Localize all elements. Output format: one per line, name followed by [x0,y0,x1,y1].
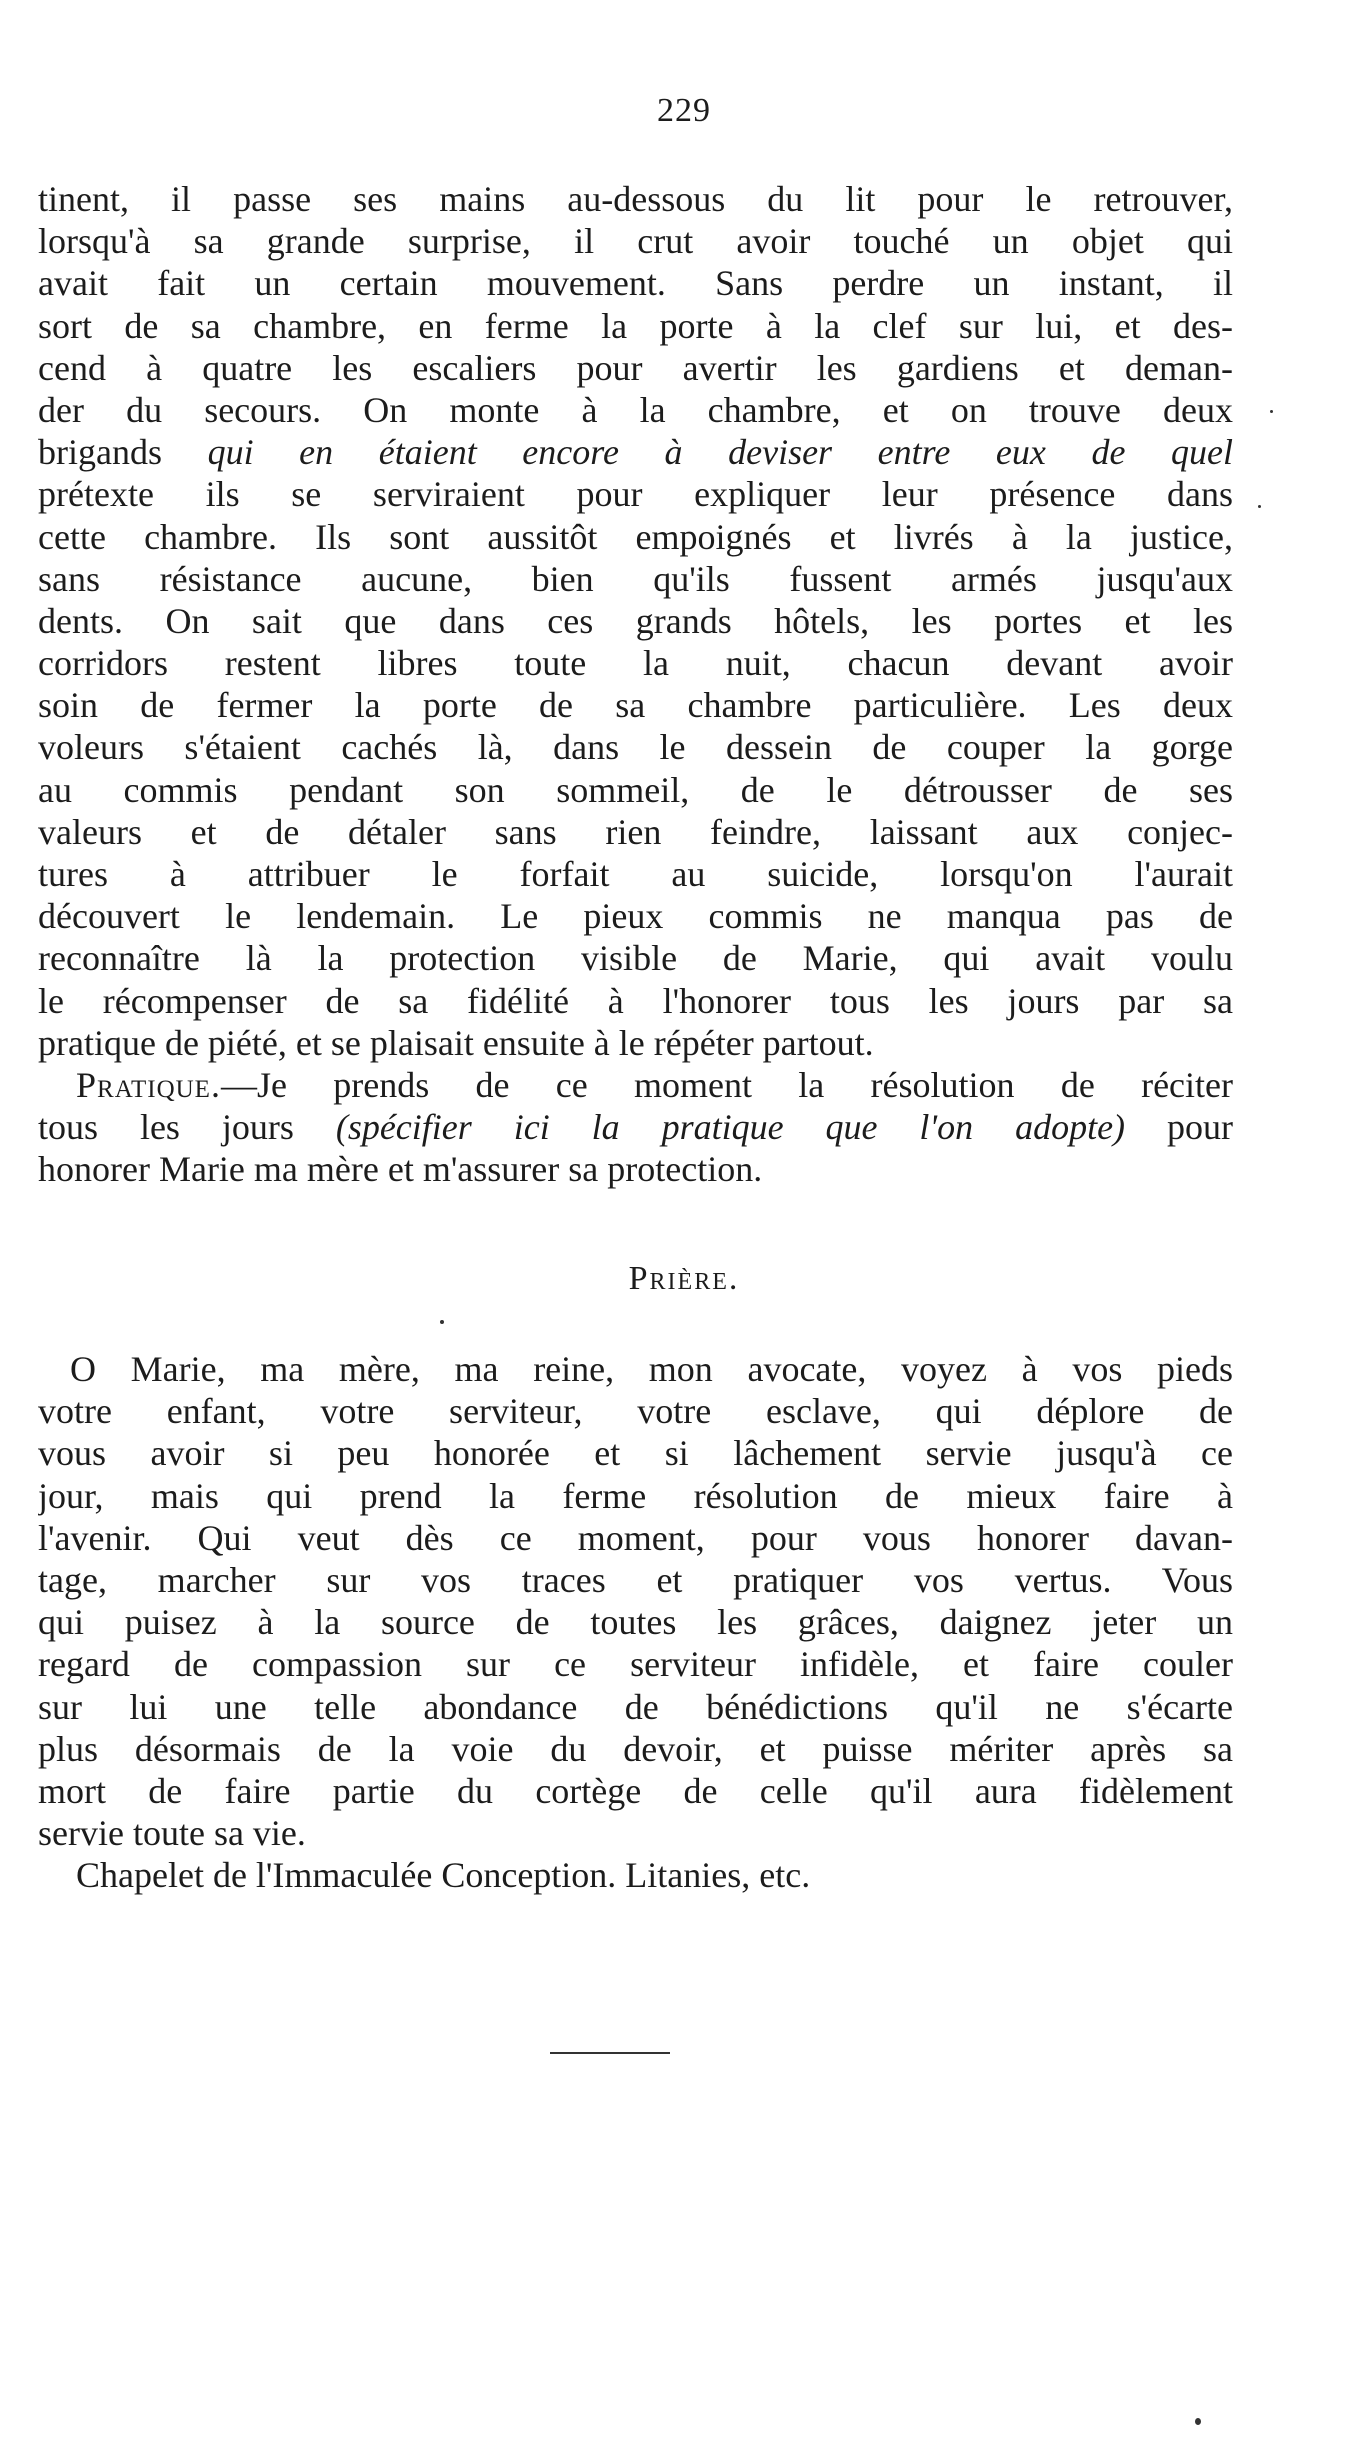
text-line: cette chambre. Ils sont aussitôt empoignés et livrés à la justice, [38,516,1233,557]
closing-line: Chapelet de l'Immaculée Conception. Litanies, etc. [76,1855,811,1896]
text-line: der du secours. On monte à la chambre, et on trouve deux [38,389,1233,430]
text-line: lorsqu'à sa grande surprise, il crut avoir touché un objet qui [38,221,1233,262]
text-line: O Marie, ma mère, ma reine, mon avocate, voyez à vos pieds [70,1349,1233,1389]
text-line: servie toute sa vie. [38,1813,306,1854]
text-line: au commis pendant son sommeil, de le détrousser de ses [38,769,1233,810]
text-line: prétexte ils se serviraient pour expliquer leur présence dans [38,474,1233,515]
text-span: brigands [38,432,208,473]
text-line: reconnaître là la protection visible de Marie, qui avait voulu [38,938,1233,979]
text-span: tous les jours [38,1107,336,1148]
ink-speck [1195,2418,1201,2425]
text-line: voleurs s'étaient cachés là, dans le dessein de couper la gorge [38,727,1233,768]
text-line: avait fait un certain mouvement. Sans perdre un instant, il [38,263,1233,304]
text-line: qui puisez à la source de toutes les grâces, daignez jeter un [38,1602,1233,1643]
ink-speck [440,1320,444,1324]
prayer-paragraph [38,1348,1233,1896]
pratique-line: honorer Marie ma mère et m'assurer sa protection. [38,1149,763,1190]
ink-speck [1258,505,1261,508]
text-line: tinent, il passe ses mains au-dessous du lit pour le retrouver, [38,179,1233,219]
main-paragraph [38,178,1233,1191]
text-line: soin de fermer la porte de sa chambre particulière. Les deux [38,685,1233,726]
pratique-label: Pratique. [76,1064,221,1105]
text-line: découvert le lendemain. Le pieux commis ne manqua pas de [38,896,1233,937]
text-line: tage, marcher sur vos traces et pratiquer vos vertus. Vous [38,1559,1233,1600]
pratique-line [38,1064,1233,1106]
pratique-line [38,1106,1233,1148]
text-line: sort de sa chambre, en ferme la porte à la clef sur lui, et des- [38,305,1233,346]
text-line: sans résistance aucune, bien qu'ils fussent armés jusqu'aux [38,558,1233,599]
page-number: 229 [657,92,711,129]
text-line: sur lui une telle abondance de bénédictions qu'il ne s'écarte [38,1686,1233,1727]
text-span: pour [1125,1107,1233,1148]
end-rule [550,2052,670,2054]
text-span: —Je prends de ce moment la résolution de réciter [220,1064,1233,1105]
text-line: pratique de piété, et se plaisait ensuite à le répéter partout. [38,1022,874,1063]
text-line: cend à quatre les escaliers pour avertir les gardiens et deman- [38,347,1233,388]
text-line: le récompenser de sa fidélité à l'honorer tous les jours par sa [38,980,1233,1021]
text-line: l'avenir. Qui veut dès ce moment, pour vous honorer davan- [38,1517,1233,1558]
text-line: vous avoir si peu honorée et si lâchement servie jusqu'à ce [38,1433,1233,1474]
ink-speck [1270,410,1273,413]
text-line: mort de faire partie du cortège de celle qu'il aura fidèlement [38,1770,1233,1811]
italic-span: qui en étaient encore à deviser entre eux de quel [207,432,1233,473]
text-line: regard de compassion sur ce serviteur infidèle, et faire couler [38,1644,1233,1685]
text-line-italic-mix [38,431,1233,473]
text-line: dents. On sait que dans ces grands hôtels, les portes et les [38,600,1233,641]
text-line: votre enfant, votre serviteur, votre esclave, qui déplore de [38,1391,1233,1432]
text-line: tures à attribuer le forfait au suicide, lorsqu'on l'aurait [38,854,1233,894]
text-line: jour, mais qui prend la ferme résolution de mieux faire à [38,1475,1233,1516]
italic-span: (spécifier ici la pratique que l'on adopte) [335,1107,1126,1148]
prayer-heading: Prière. [628,1260,740,1297]
text-line: valeurs et de détaler sans rien feindre, laissant aux conjec- [38,811,1233,852]
text-line: corridors restent libres toute la nuit, chacun devant avoir [38,643,1233,684]
text-line: plus désormais de la voie du devoir, et puisse mériter après sa [38,1728,1233,1769]
